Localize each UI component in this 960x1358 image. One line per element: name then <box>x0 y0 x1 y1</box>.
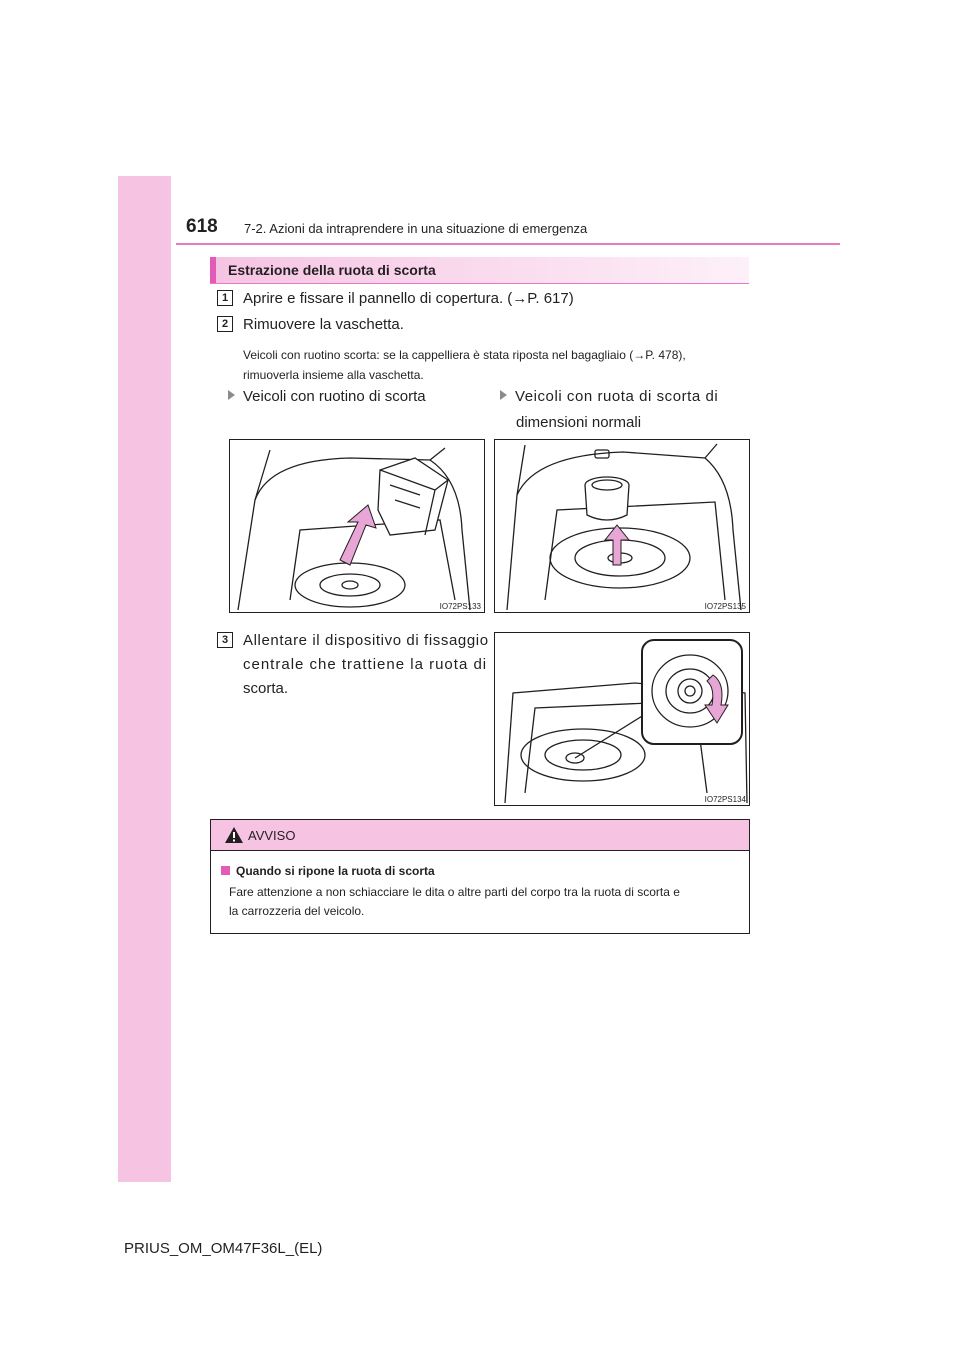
trunk-compact-illustration <box>230 440 485 613</box>
header-rule <box>176 243 840 245</box>
figure-code-2: IO72PS135 <box>704 602 746 611</box>
figure-compact-spare <box>229 439 485 613</box>
step-number-3: 3 <box>217 632 233 648</box>
variant-compact-text: Veicoli con ruotino di scorta <box>243 388 426 405</box>
step-3-text-line3: scorta. <box>243 680 289 697</box>
bullet-triangle-icon <box>228 390 235 400</box>
chapter-title: 7-2. Azioni da intraprendere in una situazione di emergenza <box>244 221 588 236</box>
step-1-text: Aprire e fissare il pannello di copertura. (→P. 617) <box>243 290 574 307</box>
figure-code-3: IO72PS134 <box>704 795 746 804</box>
section-title: Estrazione della ruota di scorta <box>228 262 436 278</box>
step-3-text-line2: centrale che trattiene la ruota di <box>243 656 488 673</box>
section-heading <box>210 257 749 283</box>
warning-header <box>211 820 749 851</box>
square-bullet-icon <box>221 866 230 875</box>
variant-full-text-line1: Veicoli con ruota di scorta di <box>515 388 719 405</box>
warning-heading-text: Quando si ripone la ruota di scorta <box>236 864 435 878</box>
sidebar-tab <box>118 176 171 1182</box>
warning-line-1: Fare attenzione a non schiacciare le dita o altre parti del corpo tra la ruota di scorta e <box>229 885 680 899</box>
trunk-full-illustration <box>495 440 750 613</box>
bullet-triangle-icon <box>500 390 507 400</box>
warning-line-2: la carrozzeria del veicolo. <box>229 904 365 918</box>
step-2-text: Rimuovere la vaschetta. <box>243 316 404 333</box>
warning-triangle-icon <box>224 826 244 844</box>
fastener-illustration <box>495 633 750 806</box>
step-2-note-line2: rimuoverla insieme alla vaschetta. <box>243 368 424 382</box>
section-underline <box>210 283 749 284</box>
warning-title: AVVISO <box>248 828 296 843</box>
step-3-text-line1: Allentare il dispositivo di fissaggio <box>243 632 489 649</box>
step-2-note-line1: Veicoli con ruotino scorta: se la cappelliera è stata riposta nel bagagliaio (→P. 478), <box>243 348 686 362</box>
variant-compact-label <box>228 384 426 410</box>
figure-code-1: IO72PS133 <box>439 602 481 611</box>
page-number: 618 <box>186 216 218 237</box>
figure-loosen-fastener <box>494 632 750 806</box>
step-number-2: 2 <box>217 316 233 332</box>
warning-heading <box>221 864 435 878</box>
figure-full-spare <box>494 439 750 613</box>
variant-full-label <box>500 384 746 410</box>
step-number-1: 1 <box>217 290 233 306</box>
variant-full-text-line2: dimensioni normali <box>516 414 642 431</box>
document-code: PRIUS_OM_OM47F36L_(EL) <box>124 1240 323 1257</box>
warning-box <box>210 819 750 934</box>
